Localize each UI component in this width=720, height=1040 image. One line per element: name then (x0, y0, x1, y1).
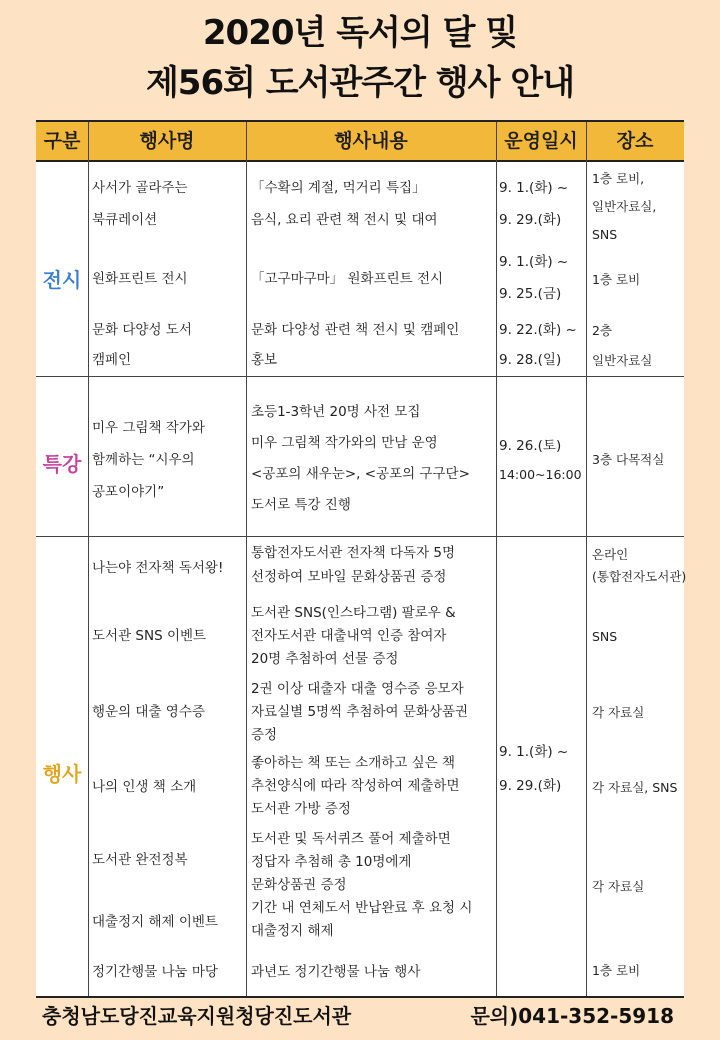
column-divider (88, 122, 89, 996)
column-divider (586, 122, 587, 996)
s3-r3-place: 각 자료실 (592, 705, 645, 720)
s3-r2-content-line1: 도서관 SNS(인스타그램) 팔로우 & (251, 605, 456, 621)
section-label-event: 행사 (42, 762, 82, 786)
footer-organization: 충청남도당진교육지원청당진도서관 (42, 1004, 352, 1028)
s3-r7-name: 정기간행물 나눔 마당 (92, 964, 218, 980)
s2-r1-date-line1: 9. 26.(토) (499, 438, 562, 454)
s3-r4-content-line3: 도서관 가방 증정 (251, 801, 351, 817)
s1-r1-place-line1: 1층 로비, (592, 171, 645, 186)
s1-r1-content-line2: 음식, 요리 관련 책 전시 및 대여 (251, 212, 438, 228)
s3-r3-name: 행운의 대출 영수증 (92, 704, 205, 720)
s2-r1-date-line2: 14:00~16:00 (499, 467, 582, 482)
s3-date-line2: 9. 29.(화) (499, 778, 562, 794)
page-title (0, 8, 720, 108)
s3-r4-place: 각 자료실, SNS (592, 780, 678, 795)
title-line-1: 2020년 독서의 달 및 (202, 13, 518, 53)
s2-r1-content-line2: 미우 그림책 작가와의 만남 운영 (251, 435, 438, 451)
s1-r2-name: 원화프린트 전시 (92, 271, 188, 287)
s3-r3-content-line1: 2권 이상 대출자 대출 영수증 응모자 (251, 681, 464, 697)
column-divider (246, 122, 247, 996)
section-label-exhibition: 전시 (42, 268, 82, 292)
s3-r2-content-line2: 전자도서관 대출내역 인증 참여자 (251, 628, 447, 644)
s2-r1-name-line1: 미우 그림책 작가와 (92, 420, 205, 436)
s1-r3-place-line1: 2층 (592, 323, 613, 338)
column-divider (496, 122, 497, 996)
s1-r1-content-line1: 「수확의 계절, 먹거리 특집」 (251, 180, 426, 196)
s3-r5-place: 각 자료실 (592, 879, 645, 894)
s2-r1-content-line3: <공포의 새우눈>, <공포의 구구단> (251, 466, 470, 482)
s3-r5-content-line1: 도서관 및 독서퀴즈 풀어 제출하면 (251, 831, 451, 847)
s1-r2-date-line1: 9. 1.(화) ~ (499, 254, 569, 270)
header-place: 장소 (616, 130, 654, 152)
s3-r1-name: 나는야 전자책 독서왕! (92, 560, 224, 576)
s3-r2-content-line3: 20명 추첨하여 선물 증정 (251, 651, 399, 667)
s3-r1-place-line1: 온라인 (592, 547, 629, 562)
header-date: 운영일시 (504, 130, 578, 152)
s1-r2-content: 「고구마구마」 원화프린트 전시 (251, 271, 444, 287)
s3-r7-place: 1층 로비 (592, 963, 641, 978)
s1-r3-content-line2: 홍보 (251, 352, 278, 368)
s1-r1-place-line3: SNS (592, 227, 618, 242)
s3-r4-content-line2: 추천양식에 따라 작성하여 제출하면 (251, 778, 460, 794)
s3-r2-name: 도서관 SNS 이벤트 (92, 628, 207, 644)
section-divider (36, 536, 684, 537)
s1-r1-date-line1: 9. 1.(화) ~ (499, 180, 569, 196)
s2-r1-content-line4: 도서로 특강 진행 (251, 497, 351, 513)
s1-r2-date-line2: 9. 25.(금) (499, 286, 562, 302)
section-label-lecture: 특강 (42, 452, 82, 476)
header-name: 행사명 (139, 130, 195, 152)
s3-r2-place: SNS (592, 629, 618, 644)
s1-r3-date-line1: 9. 22.(화) ~ (499, 322, 577, 338)
s2-r1-place: 3층 다목적실 (592, 452, 665, 467)
s1-r1-name-line1: 사서가 골라주는 (92, 180, 188, 196)
s2-r1-name-line3: 공포이야기” (92, 484, 165, 500)
s1-r2-place: 1층 로비 (592, 272, 641, 287)
s1-r1-date-line2: 9. 29.(화) (499, 212, 562, 228)
s1-r3-name-line2: 캠페인 (92, 352, 132, 368)
s3-r1-content-line1: 통합전자도서관 전자책 다독자 5명 (251, 545, 456, 561)
s3-r5-name: 도서관 완전정복 (92, 852, 188, 868)
footer-contact: 문의)041-352-5918 (470, 1004, 674, 1028)
s3-r6-name: 대출정지 해제 이벤트 (92, 914, 218, 930)
s3-r1-place-line2: (통합전자도서관) (592, 569, 687, 584)
header-category: 구분 (43, 130, 81, 152)
event-table (36, 120, 687, 998)
s3-r4-name: 나의 인생 책 소개 (92, 779, 197, 795)
s1-r3-content-line1: 문화 다양성 관련 책 전시 및 캠페인 (251, 322, 460, 338)
s1-r1-name-line2: 북큐레이션 (92, 212, 158, 228)
s3-r1-content-line2: 선정하여 모바일 문화상품권 증정 (251, 569, 447, 585)
s1-r1-place-line2: 일반자료실, (592, 199, 657, 214)
s3-r5-content-line2: 정답자 추첨해 총 10명에게 (251, 854, 412, 870)
s3-r5-content-line3: 문화상품권 증정 (251, 877, 347, 893)
s3-r6-content-line1: 기간 내 연체도서 반납완료 후 요청 시 (251, 900, 473, 916)
s1-r3-date-line2: 9. 28.(일) (499, 352, 562, 368)
s1-r3-name-line1: 문화 다양성 도서 (92, 322, 192, 338)
s2-r1-content-line1: 초등1-3학년 20명 사전 모집 (251, 404, 421, 420)
s3-r6-content-line2: 대출정지 해제 (251, 923, 334, 939)
s3-r4-content-line1: 좋아하는 책 또는 소개하고 싶은 책 (251, 755, 456, 771)
header-content: 행사내용 (334, 130, 408, 152)
section-divider (36, 376, 684, 377)
s2-r1-name-line2: 함께하는 “시우의 (92, 452, 195, 468)
s3-r3-content-line3: 증정 (251, 727, 278, 743)
s3-date-line1: 9. 1.(화) ~ (499, 744, 569, 760)
s1-r3-place-line2: 일반자료실 (592, 353, 653, 368)
s3-r7-content: 과년도 정기간행물 나눔 행사 (251, 964, 421, 980)
s3-r3-content-line2: 자료실별 5명씩 추첨하여 문화상품권 (251, 704, 469, 720)
title-line-2: 제56회 도서관주간 행사 안내 (145, 63, 575, 103)
